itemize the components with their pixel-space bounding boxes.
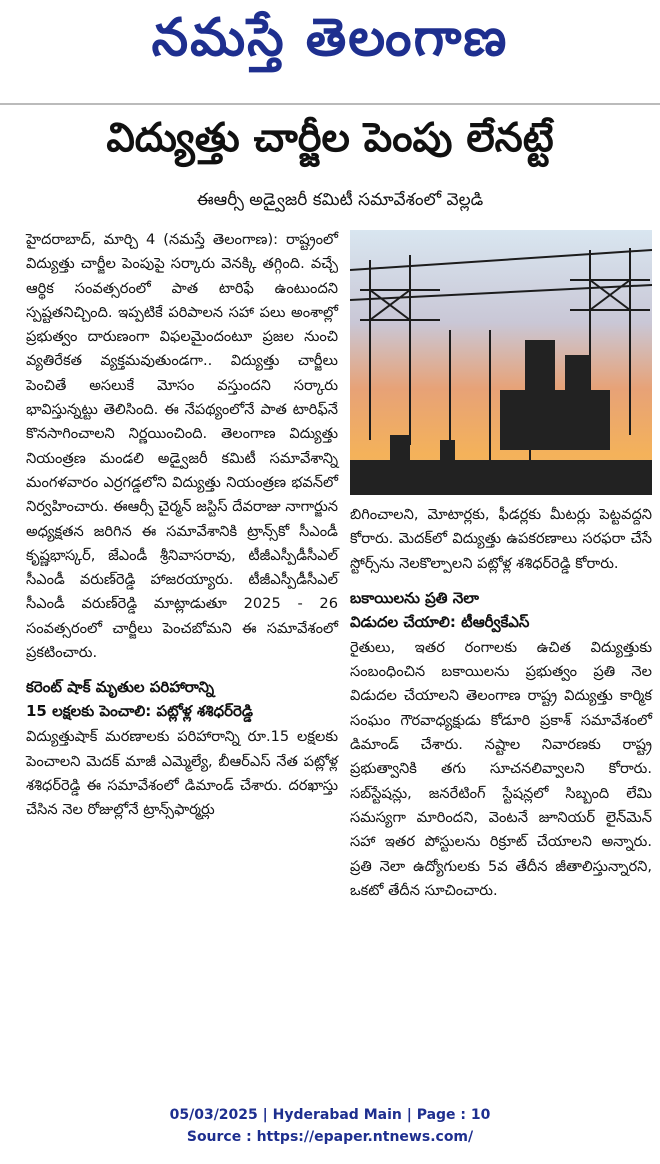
subheading-line-2: 15 లక్షలకు పెంచాలి: పట్లోళ్ల శశిధర్‌రెడ్డి [26, 702, 254, 721]
article-body-paragraph: రైతులు, ఇతర రంగాలకు ఉచిత విద్యుత్తుకు సంబంధించిన బకాయిలను ప్రభుత్వం ప్రతి నెల విడుదల చేయాలని తెలంగాణ రాష్ట్ర విద్యుత్తు కార్మిక సంఘం గౌరవాధ్యక్షుడు కోడూరి ప్రకాశ్ సమావేశంలో డిమాండ్ చేశారు. నష్టాల నివారణకు రాష్ట్ర ప్రభుత్వానికి తగు సూచనలివ్వాలని కోరారు. సబ్‌స్టేషన్లు, జనరేటింగ్ స్టేషన్లలో సిబ్బంది లేమి సమస్యగా మారిందని, వెంటనే జూనియర్ లైన్‌మెన్ సహా ఇతర పోస్టులను రిక్రూట్ చేయాలని అన్నారు. ప్రతి నెలా ఉద్యోగులకు 5వ తేదీన జీతాలిస్తున్నారని, ఒకటో తేదీన సూచించారు. [350, 638, 652, 899]
subheading-line-1: బకాయిలను ప్రతి నెలా [350, 588, 479, 607]
newspaper-logo: నమస్తే తెలంగాణ [151, 8, 509, 68]
masthead-divider [0, 103, 660, 105]
right-column [350, 503, 652, 903]
masthead [0, 0, 660, 100]
article-subheadline: ఈఆర్సీ అడ్వైజరీ కమిటీ సమావేశంలో వెల్లడి [196, 190, 484, 210]
left-column [26, 228, 338, 823]
subheading-line-1: కరెంట్ షాక్ మృతుల పరిహారాన్ని [26, 678, 215, 697]
article-body-paragraph: హైదరాబాద్, మార్చి 4 (నమస్తే తెలంగాణ): రాష్ట్రంలో విద్యుత్తు చార్జీల పెంపుపై సర్కారు వెనక్కి తగ్గింది. వచ్చే ఆర్థిక సంవత్సరంలో పాత టారిఫే ఉంటుందని స్పష్టతనిచ్చింది. ఇప్పటికే పరిపాలన సహా పలు అంశాల్లో ప్రభుత్వం దారుణంగా విఫలమైందంటూ ప్రజల నుంచి వ్యతిరేకత వ్యక్తమవుతుండగా.. విద్యుత్తు చార్జీలు పెంచితే అసలుకే మోసం వస్తుందని సర్కారు భావిస్తున్నట్టు తెలిసింది. ఈ నేపథ్యంలోనే పాత టారిఫ్‌నే కొనసాగించాలని నిర్ణయించింది. తెలంగాణ విద్యుత్తు నియంత్రణ మండలి అడ్వైజరీ కమిటీ సమావేశాన్ని మంగళవారం ఎర్రగడ్డలోని విద్యుత్తు నియంత్రణ భవన్‌లో నిర్వహించారు. ఈఆర్సీ చైర్మన్ జస్టిస్ దేవరాజు నాగార్జున అధ్యక్షతన జరిగిన ఈ సమావేశానికి ట్రాన్స్‌కో సీఎండీ కృష్ణభాస్కర్, జేఎండీ శ్రీనివాసరావు, టీజీఎస్పీడీసీఎల్ సీఎండీ వరుణ్‌రెడ్డి హాజరయ్యారు. టీజీఎస్పీడీసీఎల్ సీఎండీ వరుణ్‌రెడ్డి మాట్లాడుతూ 2025 - 26 సంవత్సరంలో చార్జీలు పెంచబోమని ఈ సమావేశంలో ప్రకటించారు. [26, 231, 338, 662]
section-subheading [26, 675, 338, 723]
source-link[interactable]: Source : https://epaper.ntnews.com/ [186, 1129, 474, 1145]
article-headline: విద్యుత్తు చార్జీల పెంపు లేనట్టే [106, 115, 554, 161]
edition-info: 05/03/2025 | Hyderabad Main | Page : 10 [169, 1107, 491, 1123]
page-footer [0, 1104, 660, 1148]
article-body-paragraph: బిగించాలని, మోటార్లకు, ఫీడర్లకు మీటర్లు పెట్టవద్దని కోరారు. మెదక్‌లో విద్యుత్తు ఉపకరణాలు సరఫరా చేసే స్టోర్స్‌ను నెలకొల్పాలని పట్లోళ్ల శశిధర్‌రెడ్డి కోరారు. [350, 506, 652, 572]
power-substation-photo [350, 230, 652, 495]
substation-image [350, 230, 652, 495]
article-body-paragraph: విద్యుత్తుషాక్ మరణాలకు పరిహారాన్ని రూ.15 లక్షలకు పెంచాలని మెదక్ మాజీ ఎమ్మెల్యే, బీఆర్ఎస్ నేత పట్లోళ్ల శశిధర్‌రెడ్డి ఈ సమావేశంలో డిమాండ్ చేశారు. దరఖాస్తు చేసిన నెల రోజుల్లోనే ట్రాన్స్‌ఫార్మర్లు [26, 728, 338, 819]
subheading-line-2: విడుదల చేయాలి: టీఆర్వీకేఎస్ [350, 612, 530, 631]
section-subheading [350, 586, 652, 634]
